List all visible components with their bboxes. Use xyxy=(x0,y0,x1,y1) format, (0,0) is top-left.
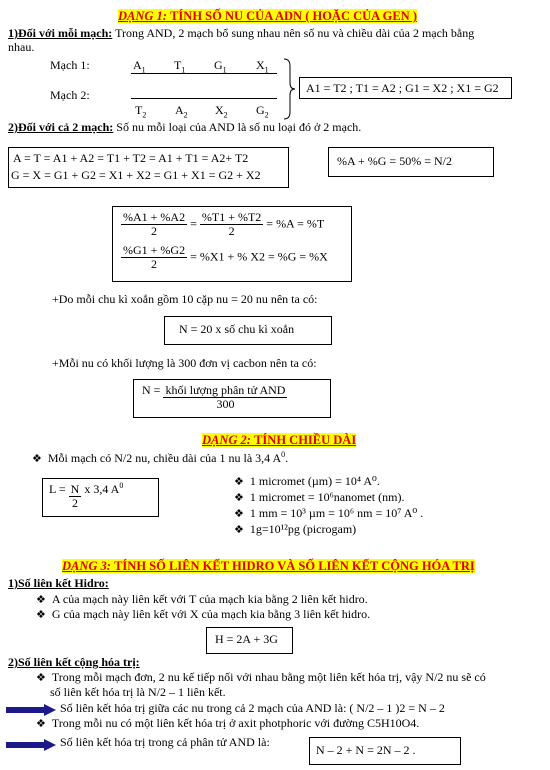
arrow-right-icon xyxy=(6,704,56,716)
dang1-title: DẠNG 1: TÍNH SỐ NU CỦA ADN ( HOẶC CỦA GEN ) xyxy=(118,9,417,23)
arrow-right-icon xyxy=(6,739,56,751)
note2: +Mỗi nu có khối lượng là 300 đơn vị cacbon nên ta có: xyxy=(52,356,317,370)
bullet-icon: ❖ xyxy=(234,523,244,536)
dang2-bullet: ❖ Mỗi mạch có N/2 nu, chiều dài của 1 nu là 3,4 $A^0$. xyxy=(32,450,289,465)
frac-row-gx: $\frac{\%G1 + \%G2}{2}$ = %X1 + % X2 = %G = %X xyxy=(123,243,328,272)
box-n1-text: N = 20 x số chu kì xoắn xyxy=(179,322,295,336)
bullet-icon: ❖ xyxy=(36,717,46,730)
unit-2: ❖ 1 micromet = 10⁶nanomet (nm). xyxy=(234,490,405,504)
dang3-s2-label: 2)Số liên kết cộng hóa trị: xyxy=(8,655,140,669)
bullet-icon: ❖ xyxy=(36,593,46,606)
eq-pct: %A + %G = 50% = N/2 xyxy=(337,154,452,168)
mach1-line xyxy=(131,73,277,74)
frac-l: $\frac{N}{2}$ xyxy=(70,482,80,511)
dang3-title: DẠNG 3: TÍNH SỐ LIÊN KẾT HIDRO VÀ SỐ LIÊN KẾT CỘNG HÓA TRỊ xyxy=(62,559,475,573)
mach2-col-x: $X_2$ xyxy=(215,103,228,120)
dang3-s1-label: 1)Số liên kết Hidro: xyxy=(8,576,109,590)
dang1-s1-label: 1)Đối với mỗi mạch: xyxy=(8,26,113,40)
bullet-icon: ❖ xyxy=(234,475,244,488)
cht-item-1: ❖ Trong mỗi mạch đơn, 2 nu kế tiếp nối với nhau bằng một liên kết hóa trị, vậy N/2 nu sẽ có xyxy=(36,670,486,684)
bullet-icon: ❖ xyxy=(234,491,244,504)
pct-frac-box xyxy=(112,206,352,282)
box-n2-content: N = $\frac{\text{khối lượng phân tử AND}}{300}$ xyxy=(142,383,286,412)
eq-at: A = T = A1 + A2 = T1 + T2 = A1 + T1 = A2+ T2 xyxy=(13,151,249,165)
hidro-item-1: ❖ A của mạch này liên kết với T của mạch kia bằng 2 liên kết hidro. xyxy=(36,592,368,606)
arrow1-text: Số liên kết hóa trị giữa các nu trong cả 2 mạch của AND là: ( N/2 – 1 )2 = N – 2 xyxy=(60,701,445,715)
arrow2-text: Số liên kết hóa trị trong cả phân tử AND là: xyxy=(60,735,270,749)
dang1-s1-text2: nhau. xyxy=(8,40,35,54)
frac-g: $\frac{\%G1 + \%G2}{2}$ xyxy=(123,243,186,272)
dang1-s2-text: Số nu mỗi loại của AND là số nu loại đó ở 2 mạch. xyxy=(116,120,362,134)
box-l-content: L = $\frac{N}{2}$ x 3,4 $A^0$ xyxy=(49,481,124,511)
mach1-col-t: $T_1$ xyxy=(174,58,186,75)
mach2-col-a: $A_2$ xyxy=(175,103,188,120)
frac-a: $\frac{\%A1 + \%A2}{2}$ xyxy=(123,210,186,239)
dang1-s1-line xyxy=(8,27,474,41)
mach-eq-box xyxy=(299,77,512,99)
bullet-icon: ❖ xyxy=(36,671,46,684)
dang2-title: DẠNG 2: TÍNH CHIỀU DÀI xyxy=(202,433,357,447)
box-h-text: H = 2A + 3G xyxy=(215,632,278,646)
mach2-col-t: $T_2$ xyxy=(135,103,147,120)
box-n2 xyxy=(133,379,331,418)
brace-icon xyxy=(282,58,296,120)
bullet-icon: ❖ xyxy=(32,452,42,465)
eq-atgx-box xyxy=(8,147,289,188)
eq-pct-box xyxy=(328,147,494,177)
note1: +Do mỗi chu kì xoắn gồm 10 cặp nu = 20 nu nên ta có: xyxy=(52,292,318,306)
mach1-col-x: $X_1$ xyxy=(256,58,269,75)
hidro-item-2: ❖ G của mạch này liên kết với X của mạch kia bằng 3 liên kết hidro. xyxy=(36,607,371,621)
mach1-col-a: $A_1$ xyxy=(133,58,146,75)
dang1-s1-text: Trong AND, 2 mạch bổ sung nhau nên số nu và chiều dài của 2 mạch bằng xyxy=(115,26,475,40)
box-final-text: N – 2 + N = 2N – 2 . xyxy=(316,743,416,757)
eq-gx: G = X = G1 + G2 = X1 + X2 = G1 + X1 = G2 + X2 xyxy=(11,168,261,182)
frac-n2: $\frac{\text{khối lượng phân tử AND}}{300}$ xyxy=(165,383,286,412)
unit-3: ❖ 1 mm = 10³ µm = 10⁶ nm = 10⁷ A⁰ . xyxy=(234,506,424,520)
box-final xyxy=(309,737,461,765)
mach2-col-g: $G_2$ xyxy=(256,103,269,120)
unit-4: ❖ 1g=10¹²pg (picrogam) xyxy=(234,522,357,536)
cht-item-2: ❖ Trong mỗi nu có một liên kết hóa trị ở axit photphoric với đường C5H10O4. xyxy=(36,716,420,730)
box-l xyxy=(42,478,159,517)
mach1-col-g: $G_1$ xyxy=(214,58,227,75)
cht-item-1b: số liên kết hóa trị là N/2 – 1 liên kết. xyxy=(50,685,226,699)
frac-row-at: $\frac{\%A1 + \%A2}{2}$ = $\frac{\%T1 + \%T2}{2}$ = %A = %T xyxy=(123,210,325,239)
mach2-line xyxy=(131,98,277,99)
bullet-icon: ❖ xyxy=(234,507,244,520)
mach1-label: Mạch 1: xyxy=(50,58,90,72)
frac-t: $\frac{\%T1 + \%T2}{2}$ xyxy=(201,210,262,239)
bullet-icon: ❖ xyxy=(36,608,46,621)
mach-eq-text: A1 = T2 ; T1 = A2 ; G1 = X2 ; X1 = G2 xyxy=(306,81,499,95)
dang1-s2-line xyxy=(8,121,361,135)
mach2-label: Mạch 2: xyxy=(50,88,90,102)
box-n1 xyxy=(164,316,332,345)
dang1-s2-label: 2)Đối với cả 2 mạch: xyxy=(8,120,114,134)
unit-1: ❖ 1 micromet (µm) = 10⁴ A⁰. xyxy=(234,474,380,488)
box-h xyxy=(206,627,293,654)
